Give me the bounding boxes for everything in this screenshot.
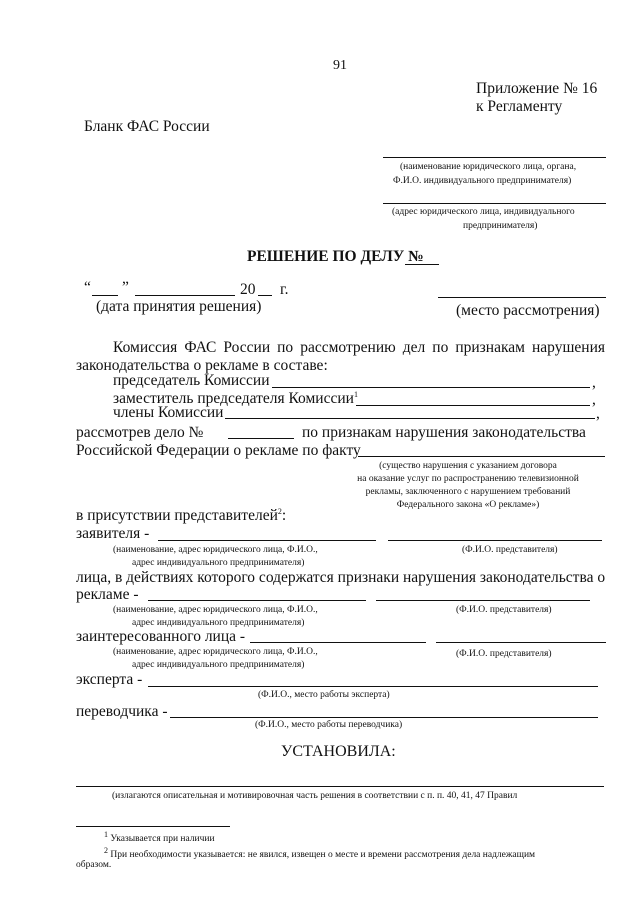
essence-hint-1: (существо нарушения с указанием договора	[379, 461, 557, 471]
essence-hint-3: рекламы, заключенного с нарушением требований	[365, 487, 571, 497]
recipient-address-hint-2: предпринимателя)	[463, 221, 538, 231]
footnote-separator	[76, 826, 230, 827]
presence-label: в присутствии представителей$^2$:	[76, 507, 287, 525]
considered-violation-label: по признакам нарушения законодательства	[302, 424, 586, 441]
applicant-rep-line	[388, 540, 602, 541]
fact-line	[358, 456, 605, 457]
expert-hint: (Ф.И.О., место работы эксперта)	[258, 690, 390, 700]
deputy-comma: ,	[592, 391, 596, 408]
date-hint: (дата принятия решения)	[96, 298, 262, 315]
footnote-1: $^1$ Указывается при наличии	[104, 830, 215, 845]
chair-label: председатель Комиссии	[113, 372, 270, 389]
applicant-hint-left: (наименование, адрес юридического лица, Ф.И.О.,	[113, 545, 318, 555]
established-hint: (излагаются описательная и мотивировочная часть решения в соответствии с п. п. 40, 41, 47 Правил	[112, 791, 518, 801]
violator-hint-right: (Ф.И.О. представителя)	[456, 605, 552, 615]
established-heading: УСТАНОВИЛА:	[281, 743, 396, 760]
interested-name-line	[250, 642, 426, 643]
place-hint: (место рассмотрения)	[456, 302, 600, 319]
essence-hint-2: на оказание услуг по распространению телевизионной	[357, 474, 579, 484]
recipient-name-line	[383, 157, 606, 158]
expert-line	[148, 686, 598, 687]
blank-label: Бланк ФАС России	[84, 118, 210, 135]
interested-hint-left: (наименование, адрес юридического лица, Ф.И.О.,	[113, 647, 318, 657]
date-month-line	[135, 295, 235, 296]
interested-hint-right: (Ф.И.О. представителя)	[456, 649, 552, 659]
footnote-2-continued: образом.	[76, 860, 112, 870]
chair-line	[272, 387, 590, 388]
violator-rep-line	[376, 600, 590, 601]
applicant-label: заявителя -	[76, 525, 150, 542]
established-line	[76, 786, 604, 787]
interested-rep-line	[436, 642, 606, 643]
considered-case-label: рассмотрев дело №	[76, 424, 204, 441]
decision-title: РЕШЕНИЕ ПО ДЕЛУ №	[247, 248, 424, 265]
members-comma: ,	[596, 405, 600, 422]
members-line	[225, 418, 595, 419]
interested-label: заинтересованного лица -	[76, 628, 246, 645]
essence-hint-4: Федерального закона «О рекламе»)	[396, 500, 540, 510]
applicant-hint-left-2: адрес индивидуального предпринимателя)	[132, 558, 305, 568]
recipient-address-hint: (адрес юридического лица, индивидуального	[392, 207, 575, 217]
violator-name-line	[148, 600, 366, 601]
footnote-2: $^2$ При необходимости указывается: не явился, извещен о месте и времени рассмотрения дела надлежащим	[104, 846, 536, 861]
violator-hint-left-2: адрес индивидуального предпринимателя)	[132, 618, 305, 628]
violator-label: рекламе -	[76, 586, 139, 603]
place-line	[438, 297, 606, 298]
applicant-name-line	[158, 540, 376, 541]
chair-comma: ,	[592, 374, 596, 391]
recipient-address-line	[383, 203, 606, 204]
date-year-line	[258, 295, 272, 296]
deputy-line	[356, 405, 590, 406]
translator-hint: (Ф.И.О., место работы переводчика)	[255, 720, 403, 730]
translator-line	[170, 717, 598, 718]
deputy-label: заместитель председателя Комиссии$^1$	[113, 390, 358, 408]
date-quote-close: ”	[122, 279, 129, 296]
violator-text: лица, в действиях которого содержатся признаки нарушения законодательства о	[76, 569, 606, 586]
considered-fact-label: Российской Федерации о рекламе по факту	[76, 442, 361, 459]
violator-hint-left: (наименование, адрес юридического лица, Ф.И.О.,	[113, 605, 318, 615]
intro-line-1: Комиссия ФАС России по рассмотрению дел по признакам нарушения	[113, 339, 605, 356]
applicant-hint-right: (Ф.И.О. представителя)	[462, 545, 558, 555]
recipient-name-hint-2: Ф.И.О. индивидуального предпринимателя)	[393, 176, 572, 186]
page-number: 91	[333, 58, 347, 73]
appendix-number: Приложение № 16	[476, 80, 598, 97]
date-year-suffix: г.	[280, 281, 289, 298]
interested-hint-left-2: адрес индивидуального предпринимателя)	[132, 660, 305, 670]
intro-line-2: законодательства о рекламе в составе:	[76, 357, 328, 374]
date-day-line	[92, 295, 118, 296]
expert-label: эксперта -	[76, 671, 143, 688]
considered-case-number-line	[228, 438, 294, 439]
case-number-line	[405, 264, 439, 265]
date-year-prefix: 20	[240, 281, 256, 298]
appendix-reference: к Регламенту	[476, 98, 563, 115]
date-quote-open: “	[84, 279, 91, 296]
recipient-name-hint: (наименование юридического лица, органа,	[400, 162, 577, 172]
translator-label: переводчика -	[76, 703, 168, 720]
members-label: члены Комиссии	[113, 404, 224, 421]
